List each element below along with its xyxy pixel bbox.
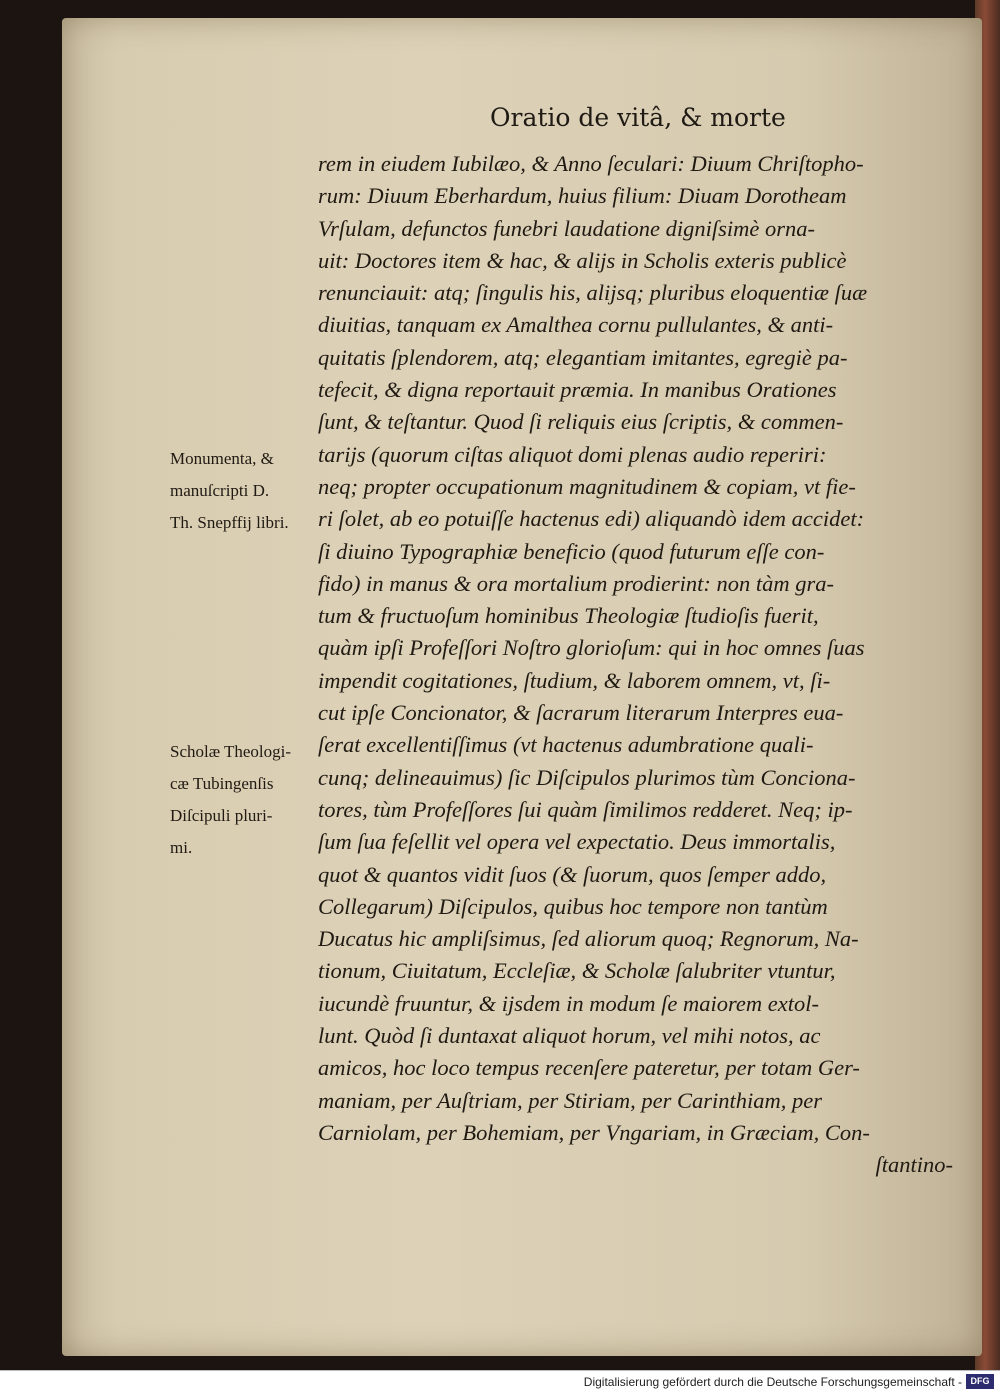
margin-note-monumenta	[170, 443, 320, 539]
text-line: rum: Diuum Eberhardum, huius filium: Diuam Dorotheam	[318, 183, 847, 209]
text-line: Ducatus hic ampliſsimus, ſed aliorum quoq; Regnorum, Na-	[318, 926, 859, 952]
text-line: ſunt, & teſtantur. Quod ſi reliquis eius ſcriptis, & commen-	[318, 409, 844, 435]
margin-note-line: Diſcipuli pluri-	[170, 806, 273, 825]
dfg-logo: DFG	[966, 1374, 994, 1389]
text-line: fido) in manus & ora mortalium prodierint: non tàm gra-	[318, 570, 835, 596]
text-line: diuitias, tanquam ex Amalthea cornu pullulantes, & anti-	[318, 312, 834, 338]
text-line: maniam, per Auſtriam, per Stiriam, per Carinthiam, per	[318, 1087, 822, 1113]
text-line: tarijs (quorum ciſtas aliquot domi plenas audio reperiri:	[318, 441, 827, 467]
text-line: tionum, Ciuitatum, Eccleſiæ, & Scholæ ſalubriter vtuntur,	[318, 958, 836, 984]
text-line: neq; propter occupationum magnitudinem & copiam, vt fie-	[318, 473, 856, 499]
text-line: renunciauit: atq; ſingulis his, alijsq; pluribus eloquentiæ ſuæ	[318, 280, 868, 306]
margin-note-line: cæ Tubingenſis	[170, 774, 274, 793]
text-line: tores, tùm Profeſſores ſui quàm ſimilimos redderet. Neq; ip-	[318, 796, 853, 822]
text-line: ri ſolet, ab eo potuiſſe hactenus edi) aliquandò idem accidet:	[318, 506, 865, 532]
text-line: cut ipſe Concionator, & ſacrarum literarum Interpres eua-	[318, 700, 844, 726]
text-line: uit: Doctores item & hac, & alijs in Scholis exteris publicè	[318, 247, 847, 273]
text-line: quitatis ſplendorem, atq; elegantiam imitantes, egregiè pa-	[318, 344, 848, 370]
text-line: cunq; delineauimus) ſic Diſcipulos plurimos tùm Conciona-	[318, 764, 856, 790]
margin-note-line: mi.	[170, 838, 193, 857]
margin-note-scholae	[170, 736, 320, 864]
margin-note-line: Monumenta, &	[170, 449, 274, 468]
running-head: Oratio de vitâ, & morte	[490, 103, 786, 132]
catchword-line: ſtantino-	[875, 1152, 953, 1178]
footer-bar	[0, 1370, 1000, 1393]
funding-note: Digitalisierung gefördert durch die Deutsche Forschungsgemeinschaft -	[583, 1375, 962, 1389]
text-line: tum & fructuoſum hominibus Theologiæ ſtudioſis fuerit,	[318, 603, 819, 629]
text-line: amicos, hoc loco tempus recenſere pateretur, per totam Ger-	[318, 1055, 860, 1081]
text-line: ſum ſua feſellit vel opera vel expectatio. Deus immortalis,	[318, 829, 836, 855]
text-line: Vrſulam, defunctos funebri laudatione digniſsimè orna-	[318, 215, 816, 241]
text-line: quot & quantos vidit ſuos (& ſuorum, quos ſemper addo,	[318, 861, 827, 887]
margin-note-line: Th. Snepffij libri.	[170, 513, 289, 532]
text-line: impendit cogitationes, ſtudium, & laborem omnem, vt, ſi-	[318, 667, 831, 693]
text-line: ſi diuino Typographiæ beneficio (quod futurum eſſe con-	[318, 538, 825, 564]
text-line: quàm ipſi Profeſſori Noſtro glorioſum: qui in hoc omnes ſuas	[318, 635, 865, 661]
text-line: rem in eiudem Iubilæo, & Anno ſeculari: Diuum Chriſtopho-	[318, 151, 864, 176]
text-line: ſerat excellentiſſimus (vt hactenus adumbratione quali-	[318, 732, 814, 758]
text-line: Carniolam, per Bohemiam, per Vngariam, in Græciam, Con-	[318, 1119, 870, 1145]
text-line: tefecit, & digna reportauit præmia. In manibus Orationes	[318, 377, 837, 403]
body-text	[318, 148, 963, 1182]
margin-note-line: manuſcripti D.	[170, 481, 270, 500]
margin-note-line: Scholæ Theologi-	[170, 742, 292, 761]
text-line: Collegarum) Diſcipulos, quibus hoc tempore non tantùm	[318, 893, 828, 919]
text-line: lunt. Quòd ſi duntaxat aliquot horum, vel mihi notos, ac	[318, 1023, 821, 1049]
text-line: iucundè fruuntur, & ijsdem in modum ſe maiorem extol-	[318, 990, 819, 1016]
